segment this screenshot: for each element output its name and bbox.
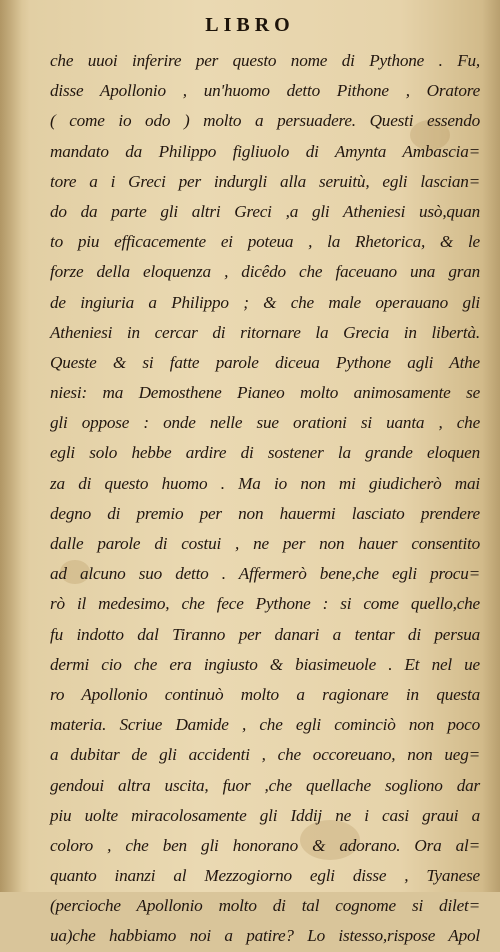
text-line: forze della eloquenza , dicêdo che faceuano una gran: [50, 262, 480, 282]
text-line: dermi cio che era ingiusto & biasimeuole . Et nel ue: [50, 654, 480, 674]
text-line: do da parte gli altri Greci ,a gli Atheniesi usò,quan: [50, 201, 480, 221]
text-line: mandato da Philippo figliuolo di Amynta Ambascia=: [50, 141, 480, 161]
text-line: a dubitar de gli accidenti , che occoreuano, non ueg=: [50, 745, 480, 765]
text-line: gendoui altra uscita, fuor ,che quellache sogliono dar: [50, 775, 480, 795]
text-line: ad alcuno suo detto . Affermerò bene,che egli procu=: [50, 564, 480, 584]
fore-edge-shadow: [482, 0, 500, 892]
running-head: LIBRO: [205, 14, 295, 36]
text-line: dalle parole di costui , ne per non hauer consentito: [50, 534, 480, 553]
text-line: za di questo huomo . Ma io non mi giudicherò mai: [50, 473, 480, 493]
text-line: (percioche Apollonio molto di tal cognome si dilet=: [50, 896, 480, 916]
text-line: ( come io odo ) molto a persuadere. Questi essendo: [50, 111, 480, 131]
text-line: rò il medesimo, che fece Pythone : si come quello,che: [50, 594, 480, 614]
text-line: degno di premio per non hauermi lasciato prendere: [50, 503, 480, 523]
text-line: tore a i Greci per indurgli alla seruitù, egli lascian=: [50, 171, 480, 191]
text-line: gli oppose : onde nelle sue orationi si uanta , che: [50, 413, 480, 433]
text-line: Queste & si fatte parole diceua Pythone agli Athe: [50, 352, 480, 372]
text-line: egli solo hebbe ardire di sostener la grande eloquen: [50, 443, 480, 463]
text-line: niesi: ma Demosthene Pianeo molto animosamente se: [50, 383, 480, 403]
text-line: Atheniesi in cercar di ritornare la Grecia in libertà.: [50, 322, 480, 342]
gutter-shadow: [0, 0, 22, 892]
text-line: to piu efficacemente ei poteua , la Rhetorica, & le: [50, 232, 480, 252]
text-line: coloro , che ben gli honorano & adorano. Ora al=: [50, 835, 480, 855]
text-line: piu uolte miracolosamente gli Iddij ne i casi graui a: [50, 805, 480, 825]
text-line: ua)che habbiamo noi a patire? Lo istesso,rispose Apol: [50, 926, 480, 946]
text-line: fu indotto dal Tiranno per danari a tentar di persua: [50, 624, 480, 644]
text-line: disse Apollonio , un'huomo detto Pithone , Oratore: [50, 81, 480, 101]
text-line: che uuoi inferire per questo nome di Pythone . Fu,: [50, 51, 480, 70]
text-line: de ingiuria a Philippo ; & che male operauano gli: [50, 292, 480, 312]
body-text: [50, 46, 480, 952]
text-line: ro Apollonio continuò molto a ragionare in questa: [50, 684, 480, 704]
text-line: quanto inanzi al Mezzogiorno egli disse , Tyanese: [50, 866, 480, 886]
text-line: materia. Scriue Damide , che egli cominciò non poco: [50, 715, 480, 735]
page-header: [0, 14, 500, 40]
